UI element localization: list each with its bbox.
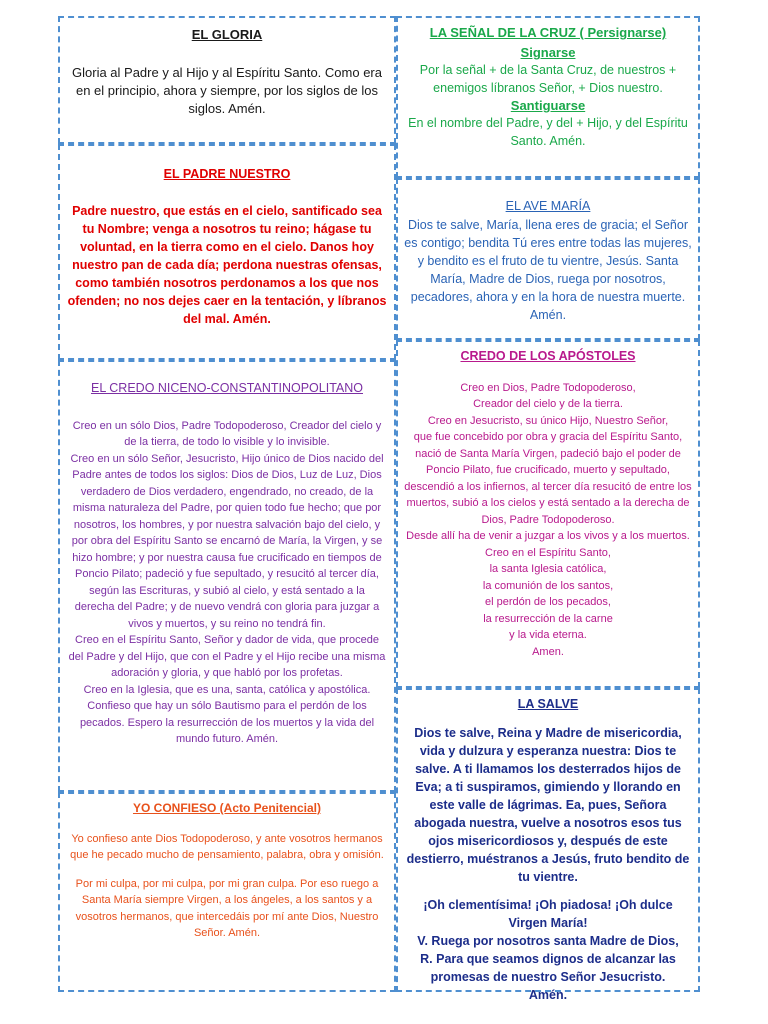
ave-title: EL AVE MARÍA [505,199,591,213]
salve-p2: ¡Oh clementísima! ¡Oh piadosa! ¡Oh dulce Virgen María! [423,897,673,930]
signarse-subtitle: Signarse [520,45,576,60]
credo-apostoles-line: Creo en Jesucristo, su único Hijo, Nuestro Señor, [427,414,669,427]
card-credo-apostoles [396,340,700,688]
salve-p4: R. Para que seamos dignos de alcanzar las promesas de nuestro Señor Jesucristo. [420,951,676,984]
credo-apostoles-line: la santa Iglesia católica, [489,563,607,575]
credo-apostoles-line: Creo en Dios, Padre Todopoderoso, [460,381,636,394]
card-ave-maria [396,178,700,340]
gloria-text: Gloria al Padre y al Hijo y al Espíritu Santo. Como era en el principio, ahora y siempre, por los siglos de los siglos. Amén. [72,65,382,116]
salve-p5: Amén. [528,987,568,1002]
confieso-p2: Por mi culpa, por mi culpa, por mi gran culpa. Por eso ruego a Santa María siempre Virgen, a los ángeles, a los santos y a vosotros hermanos, que intercedáis por mí ante Dios, Nuestro Señor. Amén. [75,877,379,939]
credo-apostoles-line: Amen. [532,645,564,658]
credo-niceno-p1: Creo en un sólo Dios, Padre Todopoderoso, Creador del cielo y de la tierra, de todo lo visible y lo invisible. [72,419,382,448]
credo-niceno-title: EL CREDO NICENO-CONSTANTINOPOLITANO [90,381,363,395]
card-padre-nuestro [58,144,396,360]
padre-title: EL PADRE NUESTRO [163,167,291,181]
card-senal-de-la-cruz [396,16,700,178]
confieso-title: YO CONFIESO (Acto Penitencial) [132,801,322,815]
salve-p1: Dios te salve, Reina y Madre de misericordia, vida y dulzura y esperanza nuestra: Dios te salve. A ti llamamos los desterrados hijos de Eva; a ti suspiramos, gimiendo y llorando en este valle de lágrimas. Ea, pues, Señora abogada nuestra, vuelve a nosotros esos tus ojos misericordiosos y, después de este destierro, muéstranos a Jesús, fruto bendito de tu vientre. [406,725,690,884]
salve-p3: V. Ruega por nosotros santa Madre de Dios, [417,933,679,948]
gloria-title: EL GLORIA [191,27,263,42]
credo-apostoles-line: la comunión de los santos, [482,579,614,592]
santiguarse-text: En el nombre del Padre, y del + Hijo, y del Espíritu Santo. Amén. [408,116,688,148]
credo-apostoles-line: la resurrección de la carne [483,612,613,625]
salve-title: LA SALVE [517,697,579,711]
credo-apostoles-line: nació de Santa María Virgen, padeció bajo el poder de Poncio Pilato, fue crucificado, muerto y sepultado, [415,447,681,476]
credo-apostoles-line: que fue concebido por obra y gracia del Espíritu Santo, [413,431,683,443]
signarse-text: Por la señal + de la Santa Cruz, de nuestros + enemigos líbranos Señor, + Dios nuestro. [419,63,677,95]
confieso-p1: Yo confieso ante Dios Todopoderoso, y ante vosotros hermanos que he pecado mucho de pensamiento, palabra, obra y omisión. [70,832,384,861]
credo-apostoles-title: CREDO DE LOS APÓSTOLES [460,349,636,363]
santiguarse-subtitle: Santiguarse [510,98,586,113]
padre-text: Padre nuestro, que estás en el cielo, santificado sea tu Nombre; venga a nosotros tu reino; hágase tu voluntad, en la tierra como en el cielo. Danos hoy nuestro pan de cada día; perdona nuestras ofensas, como también nosotros perdonamos a los que nos ofenden; no nos dejes caer en la tentación, y líbranos del mal. Amén. [67,203,387,326]
card-la-salve [396,688,700,1002]
card-yo-confieso [58,792,396,992]
card-credo-niceno [58,360,396,792]
credo-apostoles-line: el perdón de los pecados, [485,596,611,608]
credo-niceno-p3: Creo en el Espíritu Santo, Señor y dador de vida, que procede del Padre y del Hijo, que con el Padre y el Hijo recibe una misma adoración y gloria, y que habló por los profetas. [68,634,386,679]
senal-title: LA SEÑAL DE LA CRUZ ( Persignarse) [429,25,667,40]
credo-niceno-p2: Creo en un sólo Señor, Jesucristo, Hijo único de Dios nacido del Padre antes de todos los siglos: Dios de Dios, Luz de Luz, Dios verdadero de Dios verdadero, engendrado, no creado, de la misma naturaleza del Padre, por quien todo fue hecho; que por nosotros, los hombres, y por nuestra salvación bajo del cielo, y por obra del Espíritu Santo se encarnó de María, la Virgen, y se hizo hombre; y por nuestra causa fue crucificado en tiempos de Poncio Pilato; padeció y fue sepultado, y resucitó al tercer día, según las Escrituras, y subió al cielo, y está sentado a la derecha del Padre; y de nuevo vendrá con gloria para juzgar a vivos y muertos, y su reino no tendrá fin. [70,452,384,630]
ave-text: Dios te salve, María, llena eres de gracia; el Señor es contigo; bendita Tú eres entre todas las mujeres, y bendito es el fruto de tu vientre, Jesús. Santa María, Madre de Dios, ruega por nosotros, pecadores, ahora y en la hora de nuestra muerte. Amén. [404,217,692,322]
card-gloria [58,16,396,144]
credo-apostoles-line: Creador del cielo y de la tierra. [473,398,623,410]
credo-apostoles-line: y la vida eterna. [509,629,587,641]
credo-niceno-p4: Creo en la Iglesia, que es una, santa, católica y apostólica. Confieso que hay un sólo Bautismo para el perdón de los pecados. Espero la resurrección de los muertos y la vida del mundo futuro. Amén. [79,683,375,745]
credo-apostoles-line: Desde allí ha de venir a juzgar a los vivos y a los muertos. [406,530,690,542]
credo-apostoles-line: descendió a los infiernos, al tercer día resucitó de entre los muertos, subió a los cielos y está sentado a la derecha de Dios, Padre Todopoderoso. [404,480,692,526]
credo-apostoles-line: Creo en el Espíritu Santo, [485,546,611,559]
